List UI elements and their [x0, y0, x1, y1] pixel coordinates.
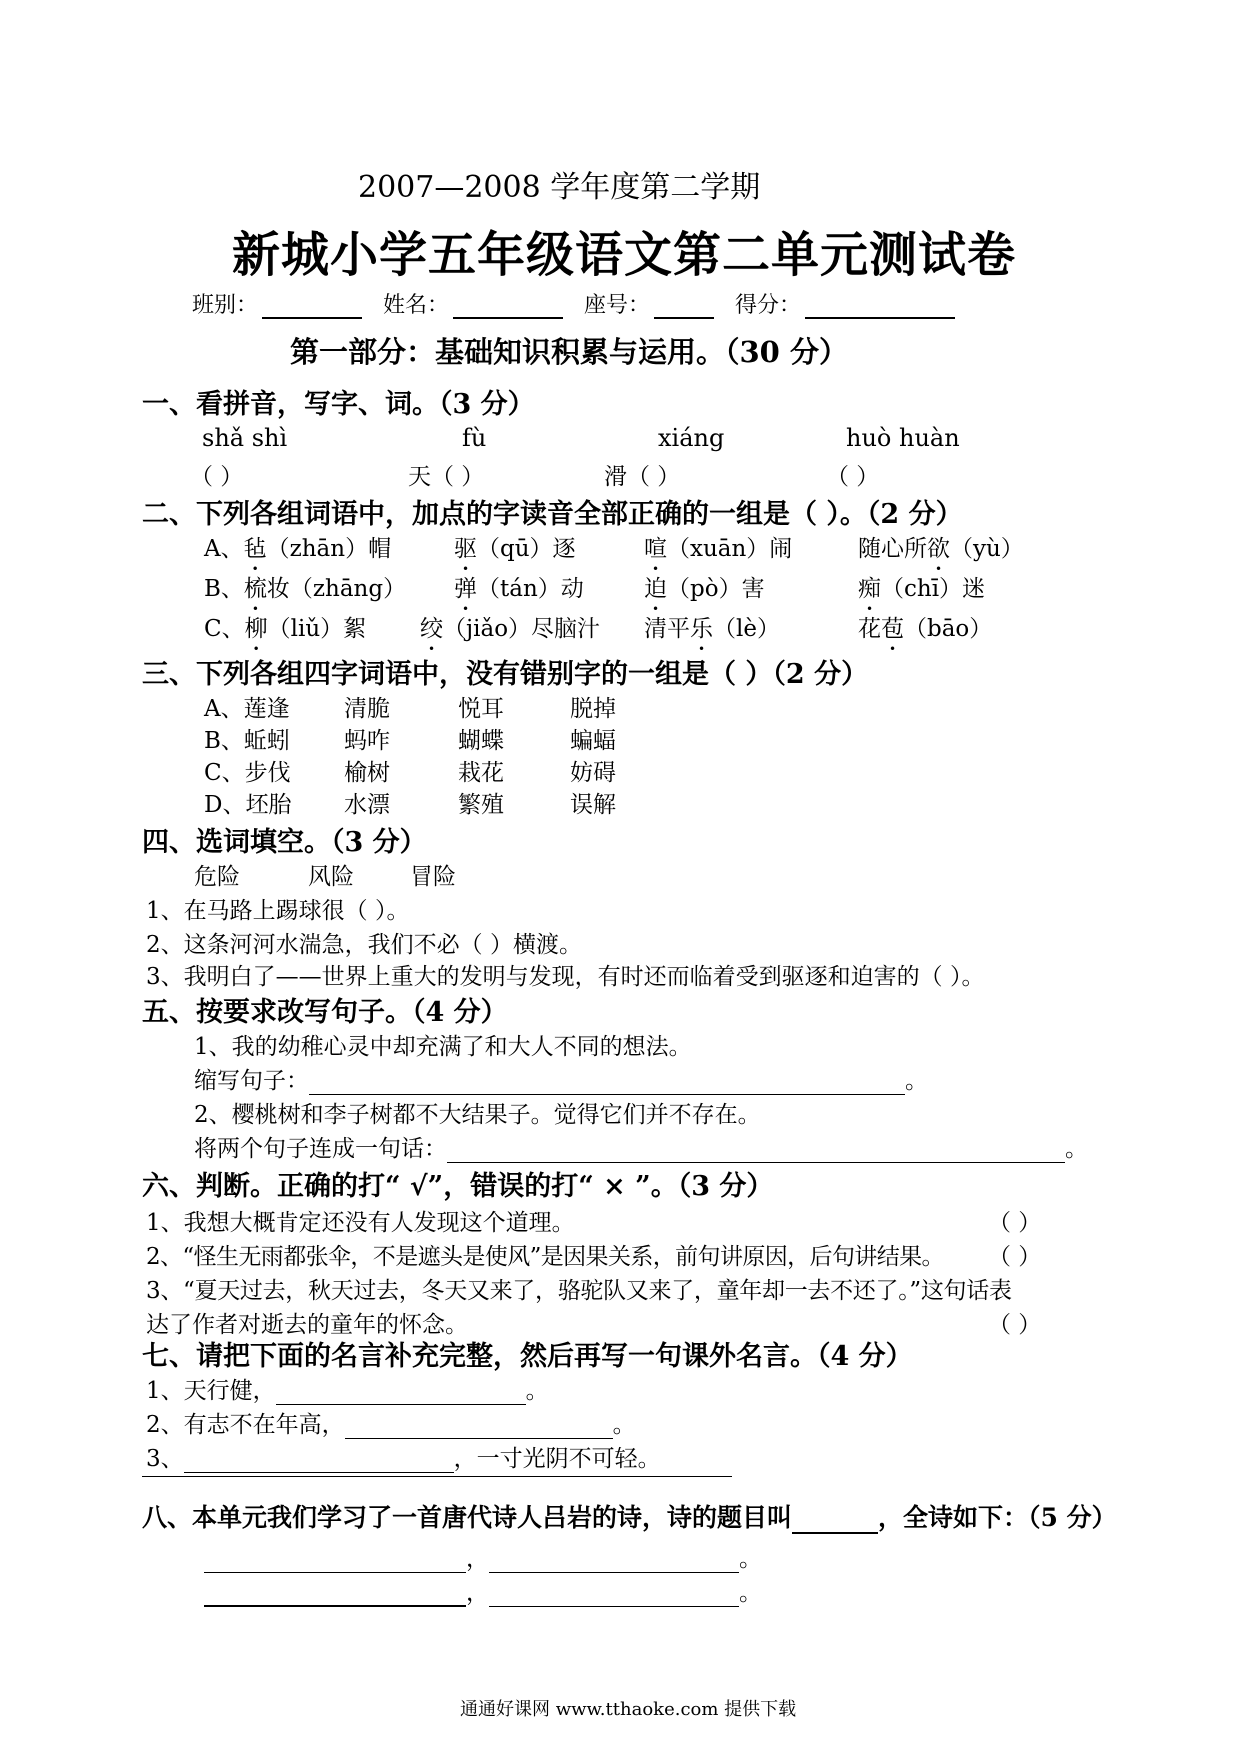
q3-b-2: 蚂咋: [344, 728, 390, 754]
q2-title: 二、下列各组词语中，加点的字读音全部正确的一组是（ ）。（2 分）: [142, 499, 963, 530]
q6-item-3-cont: 达了作者对逝去的童年的怀念。: [146, 1312, 468, 1338]
q7-answer-2[interactable]: [345, 1418, 613, 1439]
q5-sentence-1: 1、我的幼稚心灵中却充满了和大人不同的想法。: [194, 1034, 692, 1060]
name-label: 姓名：: [383, 293, 450, 318]
name-blank[interactable]: [453, 295, 563, 319]
q6-item-1: 1、我想大概肯定还没有人发现这个道理。: [146, 1210, 575, 1236]
school-year: 2007—2008 学年度第二学期: [358, 170, 761, 205]
q8-line-1: ， 。: [204, 1540, 762, 1573]
seat-blank[interactable]: [654, 295, 714, 319]
q2-row-b-2: 弹（tán）动: [454, 576, 584, 602]
q7-item-3: 3、 ，一寸光阴不可轻。: [146, 1446, 661, 1472]
q3-row-b: B、蚯蚓: [204, 728, 290, 754]
q8-line-2: ， 。: [204, 1574, 762, 1607]
q2-row-c: C、柳（liǔ）絮: [204, 616, 367, 642]
q4-item-3[interactable]: 3、我明白了——世界上重大的发明与发现，有时还而临着受到驱逐和迫害的（ ）。: [146, 964, 985, 990]
q1-pinyin-2: fù: [462, 424, 487, 452]
q5-answer-2[interactable]: [447, 1142, 1065, 1163]
q4-word-3: 冒险: [410, 864, 456, 890]
q7-title: 七、请把下面的名言补充完整，然后再写一句课外名言。（4 分）: [142, 1341, 913, 1372]
q3-title: 三、下列各组四字词语中，没有错别字的一组是（ ）（2 分）: [142, 659, 869, 690]
q3-row-d: D、坯胎: [204, 792, 292, 818]
q1-answer-4[interactable]: （ ）: [826, 464, 880, 490]
q6-item-2: 2、“怪生无雨都张伞，不是遮头是使风”是因果关系，前句讲原因，后句讲结果。: [146, 1244, 944, 1270]
q4-title: 四、选词填空。（3 分）: [142, 827, 427, 858]
q8-poem-title-blank[interactable]: [792, 1508, 878, 1534]
q2-row-b: B、梳妆（zhāng）: [204, 576, 407, 602]
q3-d-3: 繁殖: [458, 792, 504, 818]
q2-row-c-2: 绞（jiǎo）尽脑汁: [420, 616, 601, 642]
q2-row-a-4: 随心所欲（yù）: [858, 536, 1024, 562]
q2-row-c-4: 花苞（bāo）: [858, 616, 993, 642]
footer-credit: 通通好课网 www.tthaoke.com 提供下载: [460, 1699, 797, 1720]
q3-a-3: 悦耳: [458, 696, 504, 722]
q6-item-3: 3、“夏天过去，秋天过去，冬天又来了，骆驼队又来了，童年却一去不还了。”这句话表: [146, 1278, 1012, 1304]
q7-item-1: 1、天行健， 。: [146, 1378, 549, 1404]
score-label: 得分：: [735, 293, 802, 318]
q8-title: 八、本单元我们学习了一首唐代诗人吕岩的诗，诗的题目叫 ，全诗如下：（5 分）: [142, 1503, 1117, 1532]
q1-answer-3[interactable]: 滑（ ）: [604, 464, 681, 490]
q2-row-a-2: 驱（qū）逐: [454, 536, 576, 562]
part1-heading: 第一部分：基础知识积累与运用。（30 分）: [290, 335, 848, 369]
q2-row-b-4: 痴（chī）迷: [858, 576, 986, 602]
q3-b-3: 蝴蝶: [458, 728, 504, 754]
q3-c-2: 榆树: [344, 760, 390, 786]
q2-row-a: A、毡（zhān）帽: [204, 536, 392, 562]
q4-item-1[interactable]: 1、在马路上踢球很（ ）。: [146, 898, 410, 924]
q3-row-c: C、步伐: [204, 760, 291, 786]
q3-a-4: 脱掉: [570, 696, 616, 722]
q5-sentence-2: 2、樱桃树和李子树都不大结果子。觉得它们并不存在。: [194, 1102, 761, 1128]
q3-a-2: 清脆: [344, 696, 390, 722]
q7-extra-line[interactable]: [142, 1476, 732, 1477]
q4-item-2[interactable]: 2、这条河河水湍急，我们不必（ ）横渡。: [146, 932, 582, 958]
q1-pinyin-3: xiáng: [658, 424, 725, 452]
q6-answer-2[interactable]: （ ）: [988, 1244, 1042, 1270]
q3-row-a: A、莲逢: [204, 696, 290, 722]
q2-row-b-3: 迫（pò）害: [644, 576, 765, 602]
q3-c-3: 栽花: [458, 760, 504, 786]
q2-row-c-3: 清平乐（lè）: [644, 616, 780, 642]
q6-answer-3[interactable]: （ ）: [988, 1312, 1042, 1338]
q5-answer-1[interactable]: [309, 1074, 905, 1095]
q1-answer-2[interactable]: 天（ ）: [408, 464, 485, 490]
q7-answer-3[interactable]: [184, 1452, 454, 1473]
q3-c-4: 妨碍: [570, 760, 616, 786]
q5-prompt-1: 缩写句子： 。: [194, 1068, 928, 1094]
q4-word-2: 风险: [308, 864, 354, 890]
seat-label: 座号：: [584, 293, 651, 318]
q8-answer-4[interactable]: [489, 1586, 739, 1607]
q3-d-4: 误解: [570, 792, 616, 818]
q1-answer-1[interactable]: （ ）: [190, 464, 244, 490]
q1-pinyin-1: shǎ shì: [202, 424, 288, 452]
class-blank[interactable]: [262, 295, 362, 319]
q6-title: 六、判断。正确的打“ √”，错误的打“ × ”。（3 分）: [142, 1171, 774, 1202]
exam-title: 新城小学五年级语文第二单元测试卷: [232, 227, 1017, 283]
q3-d-2: 水漂: [344, 792, 390, 818]
q8-answer-1[interactable]: [204, 1552, 466, 1573]
q7-item-2: 2、有志不在年高， 。: [146, 1412, 636, 1438]
q8-answer-3[interactable]: [204, 1585, 466, 1607]
q6-answer-1[interactable]: （ ）: [988, 1210, 1042, 1236]
q5-prompt-2: 将两个句子连成一句话： 。: [194, 1136, 1088, 1162]
score-blank[interactable]: [805, 295, 955, 319]
q3-b-4: 蝙蝠: [570, 728, 616, 754]
q1-title: 一、看拼音，写字、词。（3 分）: [142, 389, 535, 420]
q1-pinyin-4: huò huàn: [846, 424, 960, 452]
q4-word-1: 危险: [194, 864, 240, 890]
q2-row-a-3: 喧（xuān）闹: [644, 536, 793, 562]
class-label: 班别：: [192, 293, 259, 318]
student-info-row: [192, 288, 969, 319]
q7-answer-1[interactable]: [276, 1384, 526, 1405]
q5-title: 五、按要求改写句子。（4 分）: [142, 997, 508, 1028]
q8-answer-2[interactable]: [489, 1552, 739, 1573]
